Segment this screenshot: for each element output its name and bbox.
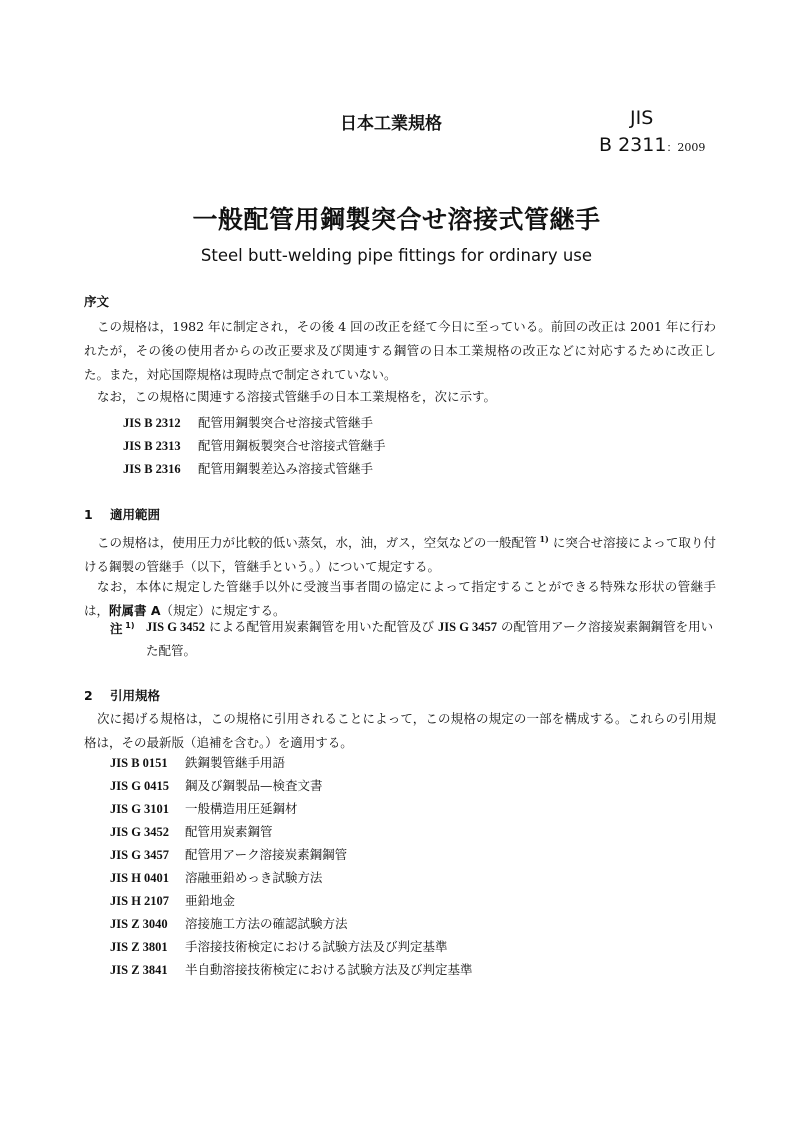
note-code: JIS G 3457 [438, 620, 498, 634]
text: の配管用アーク溶接炭素鋼鋼管を用いた配管。 [146, 619, 714, 658]
foreword-paragraph-1: この規格は，1982 年に制定され，その後 4 回の改正を経て今日に至っている。前回の改正は 2001 年に行われたが，その後の使用者からの改正要求及び関連する鋼管の日本工業規格の改正などに対応するために改正した。また，対応国際規格は現時点で制定されていない。 [84, 319, 716, 382]
related-title: 配管用鋼板製突合せ溶接式管継手 [198, 438, 386, 453]
related-standard-item [123, 436, 386, 454]
standard-year: ：2009 [666, 141, 706, 154]
jis-label: JIS [630, 107, 654, 129]
normative-reference-item [110, 799, 298, 817]
related-standard-item [123, 459, 373, 477]
document-title: 一般配管用鋼製突合せ溶接式管継手 [192, 205, 601, 234]
text: この規格は，使用圧力が比較的低い蒸気，水，油，ガス，空気などの一般配管 [97, 535, 537, 551]
reference-title: 亜鉛地金 [185, 893, 236, 908]
reference-code: JIS G 3457 [110, 848, 170, 862]
text: なお，本体に規定した管継手以外に受渡当事者間の協定によって指定することができる特殊な形状の管継手は， [84, 579, 716, 618]
note-text-label: 注 [110, 621, 123, 636]
section-1-heading [84, 505, 160, 523]
normative-reference-item [110, 845, 347, 863]
reference-code: JIS Z 3801 [110, 940, 168, 954]
reference-title: 手溶接技術検定における試験方法及び判定基準 [185, 939, 448, 954]
related-code: JIS B 2313 [123, 439, 181, 453]
section-title: 引用規格 [110, 688, 161, 703]
reference-title: 半自動溶接技術検定における試験方法及び判定基準 [185, 962, 473, 977]
note-body [146, 615, 716, 662]
standard-number [599, 134, 705, 156]
normative-reference-item [110, 822, 273, 840]
text: による配管用炭素鋼管を用いた配管及び [205, 619, 438, 634]
related-title: 配管用鋼製差込み溶接式管継手 [198, 461, 374, 476]
reference-code: JIS G 3101 [110, 802, 170, 816]
section-2-paragraph-1: 次に掲げる規格は，この規格に引用されることによって，この規格の規定の一部を構成する。これらの引用規格は，その最新版（追補を含む。）を適用する。 [84, 711, 716, 750]
reference-code: JIS Z 3841 [110, 963, 168, 977]
reference-title: 配管用炭素鋼管 [185, 824, 273, 839]
reference-code: JIS H 2107 [110, 894, 170, 908]
normative-reference-item [110, 960, 473, 978]
annex-reference: 附属書 A [109, 603, 161, 618]
reference-title: 溶融亜鉛めっき試験方法 [185, 870, 323, 885]
section-2-heading [84, 686, 160, 704]
related-title: 配管用鋼製突合せ溶接式管継手 [198, 415, 374, 430]
section-number: 1 [84, 507, 93, 522]
related-code: JIS B 2316 [123, 462, 181, 476]
normative-reference-item [110, 776, 323, 794]
reference-code: JIS G 3452 [110, 825, 170, 839]
text: に突合せ溶接によって取り付ける鋼製の管継手（以下，管継手という。）について規定する。 [84, 535, 716, 575]
standard-number-value: B 2311 [599, 134, 667, 156]
normative-reference-item [110, 914, 348, 932]
section-1-paragraph-1 [84, 527, 716, 579]
footnote-ref: 1) [536, 534, 549, 544]
normative-reference-item [110, 891, 235, 909]
reference-code: JIS H 0401 [110, 871, 170, 885]
normative-reference-item [110, 868, 322, 886]
note-number: 1) [122, 620, 135, 630]
reference-title: 配管用アーク溶接炭素鋼鋼管 [185, 847, 348, 862]
normative-reference-item [110, 937, 448, 955]
standard-name: 日本工業規格 [340, 114, 442, 134]
reference-title: 鋼及び鋼製品—検査文書 [185, 778, 323, 793]
related-code: JIS B 2312 [123, 416, 181, 430]
document-title-english: Steel butt-welding pipe fittings for ordinary use [200, 246, 593, 265]
section-number: 2 [84, 688, 93, 703]
reference-code: JIS B 0151 [110, 756, 168, 770]
section-title: 適用範囲 [110, 507, 161, 522]
related-standard-item [123, 413, 373, 431]
foreword-paragraph-2: なお，この規格に関連する溶接式管継手の日本工業規格を，次に示す。 [97, 389, 497, 404]
text: （規定）に規定する。 [160, 603, 286, 618]
reference-title: 一般構造用圧延鋼材 [185, 801, 298, 816]
normative-reference-item [110, 753, 285, 771]
reference-code: JIS G 0415 [110, 779, 170, 793]
reference-title: 鉄鋼製管継手用語 [185, 755, 286, 770]
foreword-heading: 序文 [84, 294, 110, 309]
reference-code: JIS Z 3040 [110, 917, 168, 931]
note-label [110, 619, 135, 637]
reference-title: 溶接施工方法の確認試験方法 [185, 916, 348, 931]
note-code: JIS G 3452 [146, 620, 206, 634]
